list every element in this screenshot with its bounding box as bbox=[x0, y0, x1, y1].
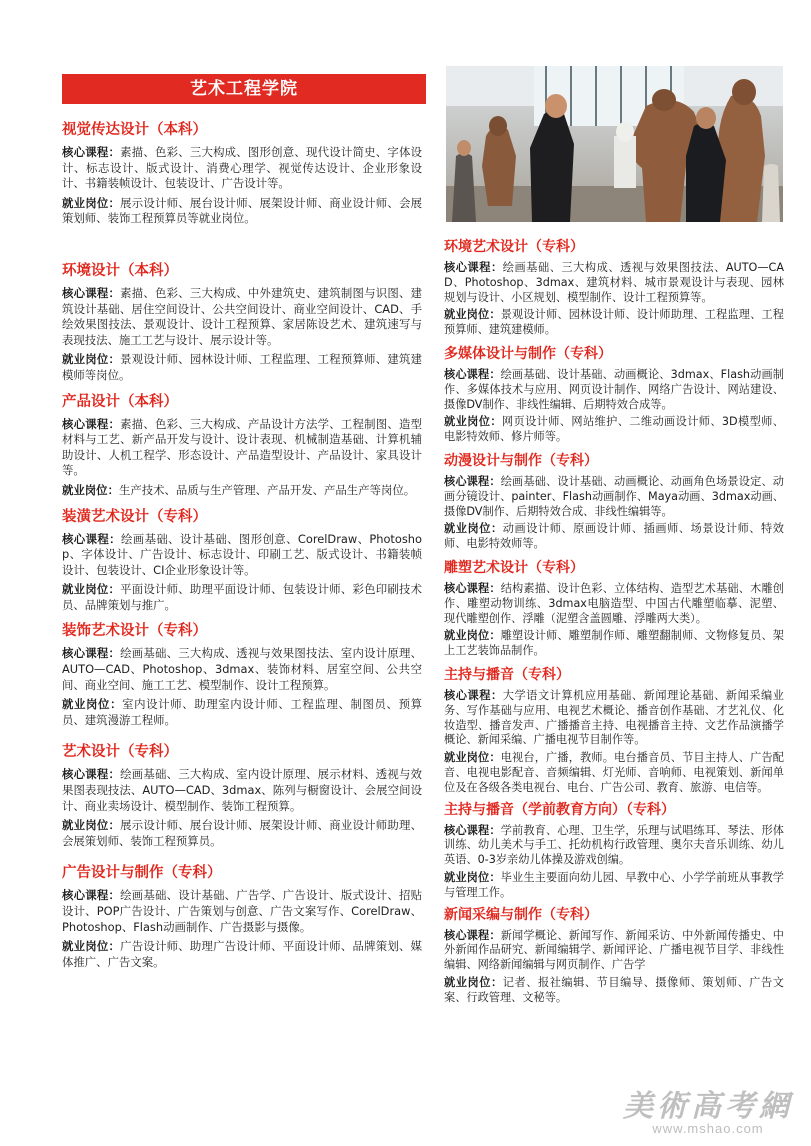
core-courses-label: 核心课程： bbox=[62, 888, 121, 903]
core-courses-text: 结构素描、设计色彩、立体结构、造型艺术基础、木雕创作、雕塑动物训练、3dmax电脑造型、中国古代雕塑临摹、泥塑、现代雕塑创作、浮雕（泥塑含盖圆雕、浮雕两大类）。 bbox=[444, 581, 784, 625]
core-courses-label: 核心课程： bbox=[444, 367, 501, 381]
job-positions-text: 平面设计师、助理平面设计师、包装设计师、彩色印刷技术员、品牌策划与推广。 bbox=[62, 582, 422, 612]
job-positions bbox=[62, 352, 422, 383]
major-title: 动漫设计与制作（专科） bbox=[444, 452, 598, 469]
core-courses bbox=[444, 824, 784, 868]
core-courses-label: 核心课程： bbox=[62, 285, 121, 300]
core-courses-text: 绘画基础、三大构成、透视与效果图技法、室内设计原理、AUTO—CAD、Photoshop、3dmax、装饰材料、居室空间、公共空间、商业空间、施工工艺、模型制作、设计工程预算。 bbox=[62, 646, 422, 692]
major-title: 主持与播音（学前教育方向）（专科） bbox=[444, 801, 675, 818]
core-courses-text: 绘画基础、设计基础、图形创意、CorelDraw、Photoshop、字体设计、广告设计、标志设计、印刷工艺、版式设计、书籍装帧设计、包装设计、CI企业形象设计等。 bbox=[62, 531, 422, 577]
job-positions-text: 动画设计师、原画设计师、插画师、场景设计师、特效师、电影特效师等。 bbox=[444, 522, 784, 551]
job-positions-text: 记者、报社编辑、节目编导、摄像师、策划师、广告文案、行政管理、文秘等。 bbox=[444, 975, 784, 1004]
core-courses bbox=[62, 532, 422, 579]
job-positions-text: 电视台，广播，教师。电台播音员、节目主持人、广告配音、电视电影配音、音频编辑、灯光师、音响师、电视策划、新闻单位及在各级各类电视台、电台、广告公司、教育、旅游、电信等。 bbox=[444, 751, 784, 794]
core-courses-label: 核心课程： bbox=[444, 261, 503, 274]
major-product-design bbox=[62, 392, 422, 499]
major-title: 环境艺术设计（专科） bbox=[444, 239, 584, 255]
core-courses bbox=[444, 368, 784, 412]
core-courses-label: 核心课程： bbox=[62, 767, 121, 782]
major-visual-communication bbox=[62, 120, 422, 227]
job-positions-label: 就业岗位： bbox=[62, 482, 119, 497]
job-positions bbox=[62, 818, 422, 849]
major-title: 装饰艺术设计（专科） bbox=[62, 623, 207, 640]
core-courses-label: 核心课程： bbox=[444, 688, 503, 702]
core-courses bbox=[444, 689, 784, 748]
job-positions-text: 展示设计师、展台设计师、展架设计师、商业设计师、会展策划师、装饰工程预算员等就业岗位。 bbox=[62, 195, 422, 226]
watermark-logo: 美術高考網 bbox=[623, 1089, 793, 1124]
job-positions bbox=[62, 582, 422, 613]
job-positions bbox=[444, 629, 784, 659]
major-title: 装潢艺术设计（专科） bbox=[62, 508, 207, 525]
job-positions-label: 就业岗位： bbox=[444, 975, 503, 989]
job-positions-text: 广告设计师、助理广告设计师、平面设计师、品牌策划、媒体推广、广告文案。 bbox=[62, 939, 422, 969]
job-positions-text: 室内设计师、助理室内设计师、工程监理、制图员、预算员、建筑漫游工程师。 bbox=[62, 697, 422, 727]
job-positions-label: 就业岗位： bbox=[62, 939, 121, 954]
major-title: 视觉传达设计（本科） bbox=[62, 122, 207, 138]
major-environmental-art-design bbox=[444, 237, 784, 338]
job-positions-label: 就业岗位： bbox=[62, 195, 121, 210]
job-positions bbox=[444, 308, 784, 338]
core-courses-text: 新闻学概论、新闻写作、新闻采访、中外新闻传播史、中外新闻作品研究、新闻编辑学、新闻评论、广播电视节目学、非线性编辑、网络新闻编辑与网页制作、广告学 bbox=[444, 928, 784, 972]
job-positions-text: 雕塑设计师、雕塑制作师、雕塑翻制师、文物修复员、架上工艺装饰品制作。 bbox=[444, 629, 784, 658]
core-courses bbox=[444, 929, 784, 973]
page-title-banner: 艺术工程学院 bbox=[62, 74, 426, 104]
core-courses-label: 核心课程： bbox=[62, 145, 121, 159]
core-courses-text: 学前教育、心理、卫生学，乐理与试唱练耳、琴法、形体训练、幼儿美术与手工、托幼机构行政管理、奥尔夫音乐训练、幼儿英语、0-3岁亲幼儿体操及游戏创编。 bbox=[444, 823, 784, 867]
core-courses-text: 素描、色彩、三大构成、图形创意、现代设计简史、字体设计、标志设计、版式设计、消费心理学、视觉传达设计、企业形象设计、书籍装帧设计、包装设计、广告设计等。 bbox=[62, 145, 422, 191]
job-positions bbox=[62, 196, 422, 227]
job-positions-text: 毕业生主要面向幼儿园、早教中心、小学学前班从事教学与管理工作。 bbox=[444, 870, 784, 899]
core-courses-text: 绘画基础、设计基础、动画概论、动画角色场景设定、动画分镜设计、painter、Flash动画制作、Maya动画、3dmax动画、摄像DV制作、后期特效合成、非线性编辑等。 bbox=[444, 474, 784, 518]
job-positions-label: 就业岗位： bbox=[444, 870, 501, 884]
core-courses bbox=[444, 261, 784, 305]
core-courses bbox=[62, 767, 422, 814]
core-courses-text: 绘画基础、设计基础、广告学、广告设计、版式设计、招贴设计、POP广告设计、广告策划与创意、广告文案写作、CorelDraw、Photoshop、Flash动画制作、广告摄影与摄像。 bbox=[62, 888, 422, 934]
core-courses bbox=[62, 145, 422, 192]
major-animation-design bbox=[444, 451, 784, 552]
right-column bbox=[444, 237, 784, 1008]
core-courses-text: 绘画基础、三大构成、透视与效果图技法、AUTO—CAD、Photoshop、3dmax、建筑材料、城市景观设计与表现、园林规划与设计、小区规划、模型制作、设计工程预算等。 bbox=[444, 261, 784, 304]
job-positions-text: 景观设计师、园林设计师、设计师助理、工程监理、工程预算师、建筑建模师。 bbox=[444, 308, 784, 337]
major-interior-decoration-design bbox=[62, 621, 422, 728]
major-title: 广告设计与制作（专科） bbox=[62, 865, 222, 882]
job-positions-text: 网页设计师、网站维护、二维动画设计师、3D模型师、电影特效师、修片师等。 bbox=[444, 415, 784, 444]
job-positions-text: 展示设计师、展台设计师、展架设计师、商业设计师助理、会展策划师、装饰工程预算员。 bbox=[62, 818, 422, 848]
job-positions-label: 就业岗位： bbox=[62, 352, 121, 367]
job-positions bbox=[444, 415, 784, 445]
core-courses-label: 核心课程： bbox=[444, 928, 501, 942]
core-courses bbox=[62, 888, 422, 935]
major-environment-design bbox=[62, 261, 422, 384]
core-courses bbox=[62, 646, 422, 693]
major-title: 环境设计（本科） bbox=[62, 262, 178, 279]
job-positions-text: 生产技术、品质与生产管理、产品开发、产品生产等岗位。 bbox=[118, 482, 416, 497]
major-art-design bbox=[62, 742, 422, 849]
core-courses-label: 核心课程： bbox=[444, 823, 501, 837]
job-positions-label: 就业岗位： bbox=[62, 818, 121, 833]
core-courses bbox=[444, 475, 784, 519]
core-courses bbox=[62, 417, 422, 479]
job-positions-label: 就业岗位： bbox=[444, 629, 501, 643]
core-courses-text: 素描、色彩、三大构成、中外建筑史、建筑制图与识图、建筑设计基础、居住空间设计、公共空间设计、商业空间设计、CAD、手绘效果图技法、景观设计、设计工程预算、家居陈设艺术、建筑速写与表现技法、施工工艺与设计、展示设计等。 bbox=[62, 285, 422, 347]
major-sculpture-design bbox=[444, 558, 784, 659]
major-title: 产品设计（本科） bbox=[62, 393, 178, 410]
major-broadcasting-preschool bbox=[444, 800, 784, 901]
job-positions bbox=[62, 697, 422, 728]
core-courses bbox=[62, 286, 422, 348]
watermark-url: www.mshao.com bbox=[652, 1121, 764, 1136]
core-courses-text: 素描、色彩、三大构成、产品设计方法学、工程制图、造型材料与工艺、新产品开发与设计、设计表现、机械制造基础、计算机辅助设计、人机工程学、形态设计、产品造型设计、产品设计、家具设计等。 bbox=[62, 416, 422, 478]
major-decoration-art-design bbox=[62, 507, 422, 614]
major-title: 多媒体设计与制作（专科） bbox=[444, 345, 612, 362]
job-positions-label: 就业岗位： bbox=[444, 751, 501, 765]
core-courses-label: 核心课程： bbox=[62, 646, 121, 661]
major-advertising-design bbox=[62, 863, 422, 970]
job-positions bbox=[444, 871, 784, 901]
job-positions-label: 就业岗位： bbox=[62, 582, 121, 597]
major-title: 新闻采编与制作（专科） bbox=[444, 906, 598, 923]
left-column bbox=[62, 120, 422, 974]
job-positions-text: 景观设计师、园林设计师、工程监理、工程预算师、建筑建模师等岗位。 bbox=[62, 352, 422, 382]
core-courses bbox=[444, 582, 784, 626]
job-positions bbox=[62, 939, 422, 970]
core-courses-text: 大学语文计算机应用基础、新闻理论基础、新闻采编业务、写作基础与应用、电视艺术概论、播音创作基础、才艺礼仪、化妆造型、播音发声、广播播音主持、电视播音主持、文艺作品演播学概论、新闻采编、广播电视节目制作等。 bbox=[444, 688, 784, 747]
job-positions bbox=[444, 522, 784, 552]
core-courses-label: 核心课程： bbox=[62, 531, 121, 546]
core-courses-text: 绘画基础、设计基础、动画概论、3dmax、Flash动画制作、多媒体技术与应用、网页设计制作、网络广告设计、网站建设、摄像DV制作、非线性编辑、后期特效合成等。 bbox=[444, 367, 784, 411]
job-positions-label: 就业岗位： bbox=[444, 522, 503, 536]
major-title: 雕塑艺术设计（专科） bbox=[444, 559, 584, 576]
sculpture-class-photo bbox=[446, 66, 783, 222]
major-title: 艺术设计（专科） bbox=[62, 744, 178, 761]
job-positions bbox=[62, 483, 422, 499]
core-courses-text: 绘画基础、三大构成、室内设计原理、展示材料、透视与效果图表现技法、AUTO—CAD、3dmax、陈列与橱窗设计、会展空间设计、商业卖场设计、模型制作、装饰工程预算。 bbox=[62, 767, 422, 813]
job-positions-label: 就业岗位： bbox=[62, 697, 123, 712]
site-watermark bbox=[623, 1081, 793, 1136]
major-news-editing bbox=[444, 905, 784, 1006]
core-courses-label: 核心课程： bbox=[62, 416, 121, 431]
major-multimedia-design bbox=[444, 344, 784, 445]
major-broadcasting-hosting bbox=[444, 665, 784, 796]
major-title: 主持与播音（专科） bbox=[444, 666, 570, 683]
job-positions-label: 就业岗位： bbox=[444, 308, 501, 322]
job-positions bbox=[444, 751, 784, 795]
core-courses-label: 核心课程： bbox=[444, 474, 501, 488]
core-courses-label: 核心课程： bbox=[444, 581, 501, 595]
job-positions bbox=[444, 976, 784, 1006]
job-positions-label: 就业岗位： bbox=[444, 415, 502, 429]
